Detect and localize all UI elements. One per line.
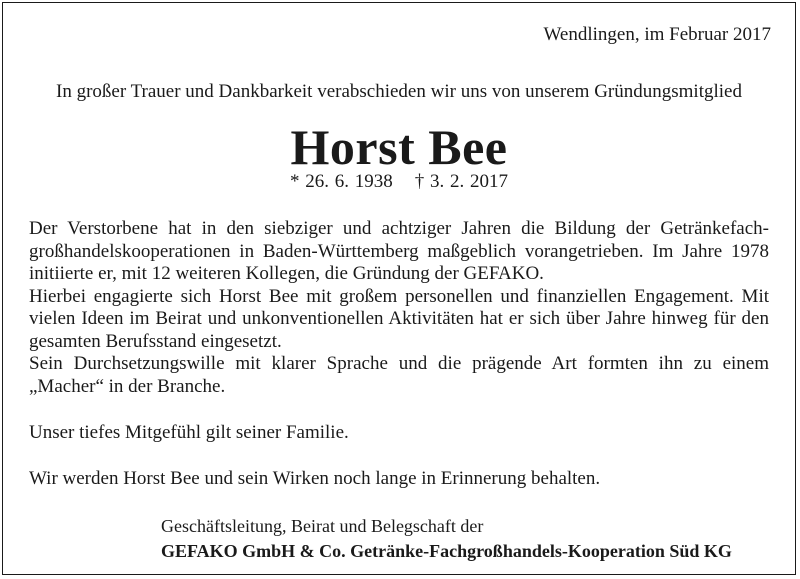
tribute-paragraph: Hierbei engagierte sich Horst Bee mit großem personellen und finanziellen Engagement. Mit vielen Ideen im Beirat und unkonventionellen Aktivitäten hat er sich über Jahre hinweg für den gesamten Berufsstand eingesetzt. [29,285,769,352]
place-date: Wendlingen, im Februar 2017 [543,24,771,45]
signature-organization: GEFAKO GmbH & Co. Getränke-Fachgroßhandels-Kooperation Süd KG [161,541,732,561]
condolence-line: Unser tiefes Mitgefühl gilt seiner Familie. [29,422,349,443]
signature-block [161,514,732,564]
life-dates [3,170,795,194]
tribute-paragraph: Der Verstorbene hat in den siebziger und achtziger Jahren die Bildung der Getränkefach-großhandelskooperationen in Baden-Württemberg maßgeblich vorangetrieben. Im Jahre 1978 initiierte er, mit 12 weiteren Kollegen, die Gründung der GEFAKO. [29,218,769,284]
obituary-notice [2,2,796,575]
remembrance-line: Wir werden Horst Bee und sein Wirken noch lange in Erinnerung behalten. [29,468,601,489]
signature-line: Geschäftsleitung, Beirat und Belegschaft der [161,516,484,536]
intro-line: In großer Trauer und Dankbarkeit verabschieden wir uns von unserem Gründungsmitglied [56,81,742,102]
birth-date: * 26. 6. 1938 [290,171,393,192]
tribute-body [29,218,769,398]
deceased-name: Horst Bee [290,119,508,175]
tribute-paragraph: Sein Durchsetzungswille mit klarer Sprache und die prägende Art formten ihn zu einem „Macher“ in der Branche. [29,353,769,397]
death-date: † 3. 2. 2017 [414,171,508,192]
